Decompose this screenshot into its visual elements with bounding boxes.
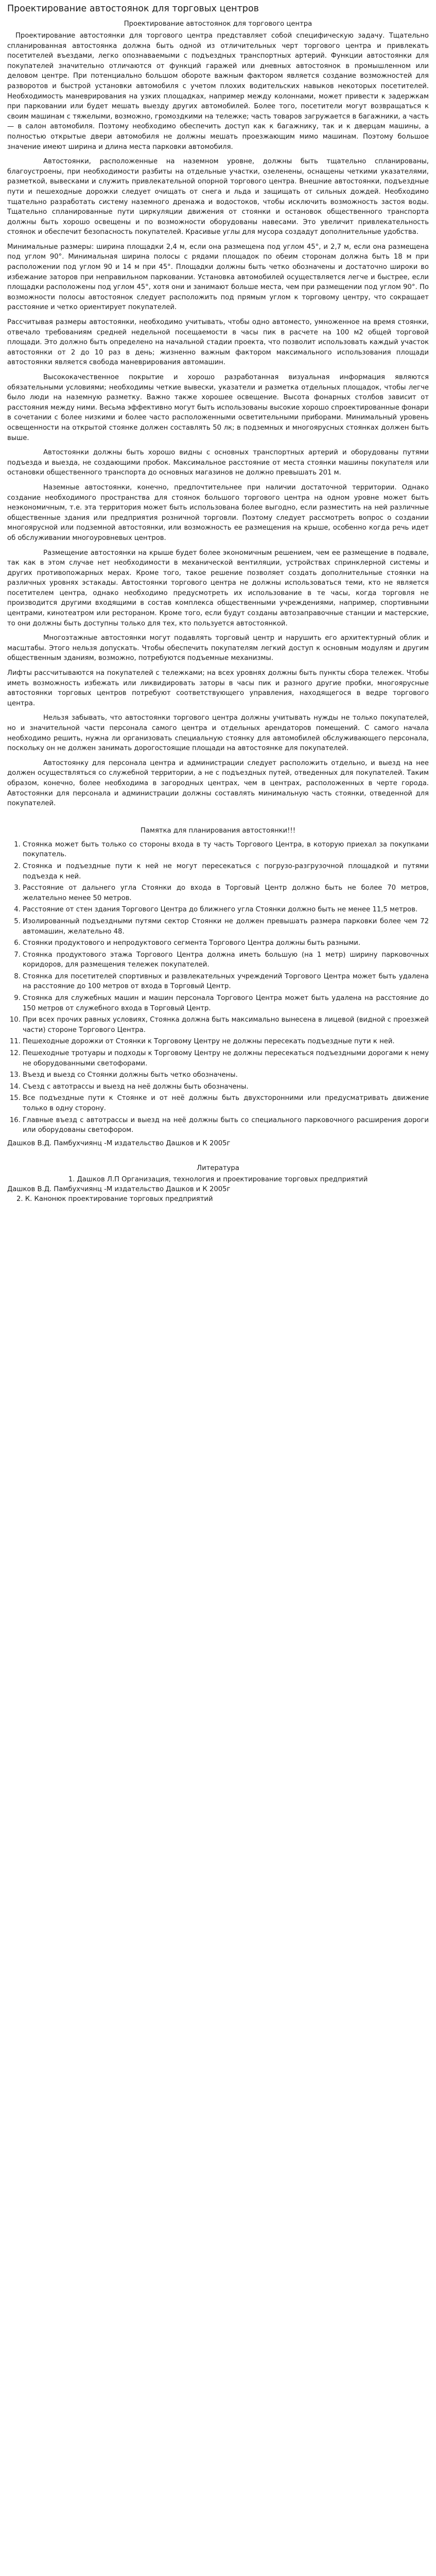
paragraph-roof-parking: Размещение автостоянки на крыше будет более экономичным решением, чем ее размещение в подвале, так как в этом случае нет необходимости в механической вентиляции, устройствах спринклерной системы и других противопожарных мерах. Кроме того, такое решение позволяет создать дополнительные стоянки на различных уровнях эстакады. Автостоянки торгового центра не должны использоваться теми, кто не является посетителем центра, однако необходимо предусмотреть их использование в те часы, когда торговля не производится другими входящими в состав комплекса общественными учреждениями, например, спортивными центрами, кинотеатром или рестораном. Кроме того, если будут созданы автозаправочные станции и мастерские, то они должны быть доступны только для тех, кто пользуется автостоянкой. (7, 549, 429, 628)
list-item: 13. Въезд и выезд со Стоянки должны быть четко обозначены. (23, 1070, 429, 1080)
paragraph-ground-parking: Автостоянки, расположенные на наземном уровне, должны быть тщательно спланированы, благоустроены, при необходимости разбиты на отдельные участки, озеленены, оснащены четкими указателями, разметкой, вывесками и служить привлекательной опорной торгового центра. Внешние автостоянки, подъездные пути и пешеходные дорожки следует очищать от снега и льда и защищать от сильных дождей. Необходимо тщательно разработать систему наземного дренажа и водостоков, чтобы исключить возможность застоя воды. Тщательно спланированные пути циркуляции движения от стоянки и остановок общественного транспорта должны быть хорошо освещены и по возможности оборудованы навесами. Это увеличит привлекательность стоянок и обеспечит безопасность покупателей. Красивые углы для мусора создадут дополнительные удобства. (7, 158, 429, 236)
paragraph-staff-parking: Автостоянку для персонала центра и администрации следует расположить отдельно, и выезд на нее должен осуществляться со служебной территории, а не с подъездных путей, отведенных для покупателей. Таким образом, конечно, более необходима в загородных центрах, чем в центрах, расположенных в черте города. Автостоянки для персонала и администрации должны составлять минимальную часть стоянки, отведенной для покупателей. (7, 759, 429, 808)
list-item: 9. Стоянка для служебных машин и машин персонала Торгового Центра может быть удалена на расстояние до 150 метров от служебного входа в Торговый Центр. (23, 993, 429, 1013)
literature-item: Дашков В.Д. Памбухчиянц -М издательство Дашков и К 2005г (7, 1185, 231, 1193)
paragraph-multilevel: Наземные автостоянки, конечно, предпочтительнее при наличии достаточной территории. Однако создание необходимого пространства для стоянок большого торгового центра на одном уровне может быть неэкономичным, т.е. эта территория может быть использована более выгодно, если разместить на ней различные общественные здания или предприятия розничной торговли. Поэтому следует рассмотреть вопрос о создании многоярусной или подземной автостоянки, или возможность ее размещения на крыше, особенно когда речь идет об обслуживании многоуровневых центров. (7, 483, 429, 542)
literature-title: Литература (197, 1164, 239, 1173)
list-item: 3. Расстояние от дальнего угла Стоянки до входа в Торговый Центр должно быть не более 70 метров, желательно менее 50 метров. (23, 883, 429, 903)
document-title: Проектирование автостоянок для торговых центров (7, 4, 259, 14)
list-item: 16. Главные въезд с автотрассы и выезд на неё должны быть со специального парковочного расширения дороги или оборудованы светофором. (23, 1115, 429, 1136)
list-item: 5. Изолированный подъездными путями сектор Стоянки не должен превышать размера парковки более чем 72 автомашин, желательно 48. (23, 917, 429, 937)
list-item: 1. Стоянка может быть только со стороны входа в ту часть Торгового Центра, в которую приехал за покупками покупатель. (23, 840, 429, 860)
memo-title: Памятка для планирования автостоянки!!! (141, 826, 295, 835)
section-subtitle: Проектирование автостоянок для торгового центра (124, 20, 312, 28)
list-item: 7. Стоянка продуктового этажа Торгового Центра должна иметь большую (на 1 метр) ширину парковочных коридоров, для размещения тележек покупателей. (23, 950, 429, 970)
paragraph-intro: Проектирование автостоянки для торгового центра представляет собой специфическую задачу. Тщательно спланированная автостоянка должна быть одной из отличительных черт торгового центра и привлекать посетителей въездами, легко опознаваемыми с подъездных транспортных артерий. Функции автостоянки для покупателей значительно отличаются от функций гаражей или дневных автостоянок в промышленном или деловом центре. При потенциально большом обороте важным фактором является создание возможностей для разворотов и быстрой установки автомобиля с учетом плохих водительских навыков некоторых посетителей. Необходимость маневрирования на узких площадках, например между колоннами, может привести к задержкам при парковании или будет мешать выезду других автомобилей. Более того, посетители могут возвращаться к своим машинам с тяжелыми, возможно, громоздкими на тележке; часть товаров загружается в багажники, а часть — в салон автомобиля. Поэтому необходимо обеспечить доступ как к багажнику, так и к дверцам машины, а полностью открытые двери автомобиля не должны мешать проезжающим мимо машинам. Поэтому большое значение имеют ширина и длина места парковки автомобиля. (7, 32, 429, 151)
literature-item: 2. К. Канонюк проектирование торговых предприятий (16, 1195, 213, 1203)
list-item: 10. При всех прочих равных условиях, Стоянка должна быть максимально вынесена в лицевой (видной с проезжей части) стороне Торгового Центра. (23, 1015, 429, 1035)
literature-item: 1. Дашков Л.П Организация, технология и проектирование торговых предприятий (68, 1176, 368, 1184)
list-item: 14. Съезд с автотрассы и выезд на неё должны быть обозначены. (23, 1082, 429, 1092)
list-item: 12. Пешеходные тротуары и подходы к Торговому Центру не должны пересекаться подъездными дорогами к нему не оборудованными светофорами. (23, 1048, 429, 1069)
list-item: 8. Стоянка для посетителей спортивных и развлекательных учреждений Торгового Центра может быть удалена на расстояние до 100 метров от входа в Торговый Центр. (23, 972, 429, 992)
memo-signature: Дашков В.Д. Памбухчиянц -М издательство Дашков и К 2005г (7, 1139, 231, 1147)
list-item: 6. Стоянки продуктового и непродуктового сегмента Торгового Центра должны быть разными. (23, 938, 429, 948)
paragraph-access: Автостоянки должны быть хорошо видны с основных транспортных артерий и оборудованы путями подъезда и выезда, не создающими пробок. Максимальное расстояние от места стоянки машины покупателя или остановки общественного транспорта до основных магазинов не должно превышать 201 м. (7, 449, 429, 477)
paragraph-dimensions: Минимальные размеры: ширина площадки 2,4 м, если она размещена под углом 45°, и 2,7 м, если она размещена под углом 90°. Минимальная ширина полосы с рядами площадок по обеим сторонам должна быть 18 м при расположении под углом 90 и 14 м при 45°. Площадки должны быть четко обозначены и достаточно широки во избежание заторов при неправильном парковании. Установка автомобилей осуществляется легче и быстрее, если площадки расположены под углом 45°, хотя они и занимают больше места, чем при размещении под углом 90°. По возможности полосы автостоянок следует расположить под прямым углом к торговому центру, что сокращает расстояние и четко ориентирует покупателей. (7, 243, 429, 312)
list-item: 11. Пешеходные дорожки от Стоянки к Торговому Центру не должны пересекать подъездные пути к ней. (23, 1037, 429, 1047)
list-item: 4. Расстояние от стен здания Торгового Центра до ближнего угла Стоянки должно быть не менее 11,5 метров. (23, 905, 429, 915)
memo-list (7, 840, 429, 1136)
paragraph-staff-needs: Нельзя забывать, что автостоянки торгового центра должны учитывать нужды не только покупателей, но и значительной части персонала самого центра и отдельных арендаторов помещений. С самого начала необходимо решить, нужна ли организовать специальную стоянку для автомобилей обслуживающего персонала, поскольку он не должен занимать дорогостоящие площади на автостоянке для покупателей. (7, 714, 429, 753)
paragraph-lifts: Лифты рассчитываются на покупателей с тележками; на всех уровнях должны быть пункты сбора тележек. Чтобы иметь возможность избежать или ликвидировать заторы в часы пик и разного другие пробки, многоярусные автостоянки торговых центров потребуют соответствующего управления, находящегося в ведре торгового центра. (7, 669, 429, 707)
list-item: 2. Стоянка и подъездные пути к ней не могут пересекаться с погрузо-разгрузочной площадкой и путями подъезда к ней. (23, 861, 429, 882)
paragraph-lighting: Высококачественное покрытие и хорошо разработанная визуальная информация являются обязательными условиями; необходимы четкие вывески, указатели и разметка отдельных площадок, чтобы легче было люди на наземную разметку. Важно также хорошее освещение. Высота фонарных столбов зависит от расстояния между ними. Весьма эффективно могут быть использованы высокие хорошо спроектированные фонари в сочетании с более низкими и более часто расположенными осветительными приборами. Минимальный уровень освещенности на открытой стоянке должен составлять 50 лк; в подземных и многоярусных стоянках должен быть выше. (7, 374, 429, 442)
list-item: 15. Все подъездные пути к Стоянке и от неё должны быть двухсторонними или предусматривать движение только в одну сторону. (23, 1093, 429, 1113)
paragraph-multistorey: Многоэтажные автостоянки могут подавлять торговый центр и нарушить его архитектурный облик и масштабы. Этого нельзя допускать. Чтобы обеспечить покупателям легкий доступ к основным модулям и другим общественным зданиям, возможно, потребуются подъемные механизмы. (7, 634, 429, 663)
paragraph-capacity: Рассчитывая размеры автостоянки, необходимо учитывать, чтобы одно автоместо, умноженное на время стоянки, отвечало требованиям средней недельной посещаемости в часы пик в расчете на 100 м2 общей торговой площади. Это должно быть определено на начальной стадии проекта, что позволит использовать каждый участок автостоянки от 2 до 10 раз в день; жизненно важным фактором максимального использования площади автостоянки является свобода маневрирования автомашин. (7, 318, 429, 367)
document-page (7, 0, 429, 1204)
